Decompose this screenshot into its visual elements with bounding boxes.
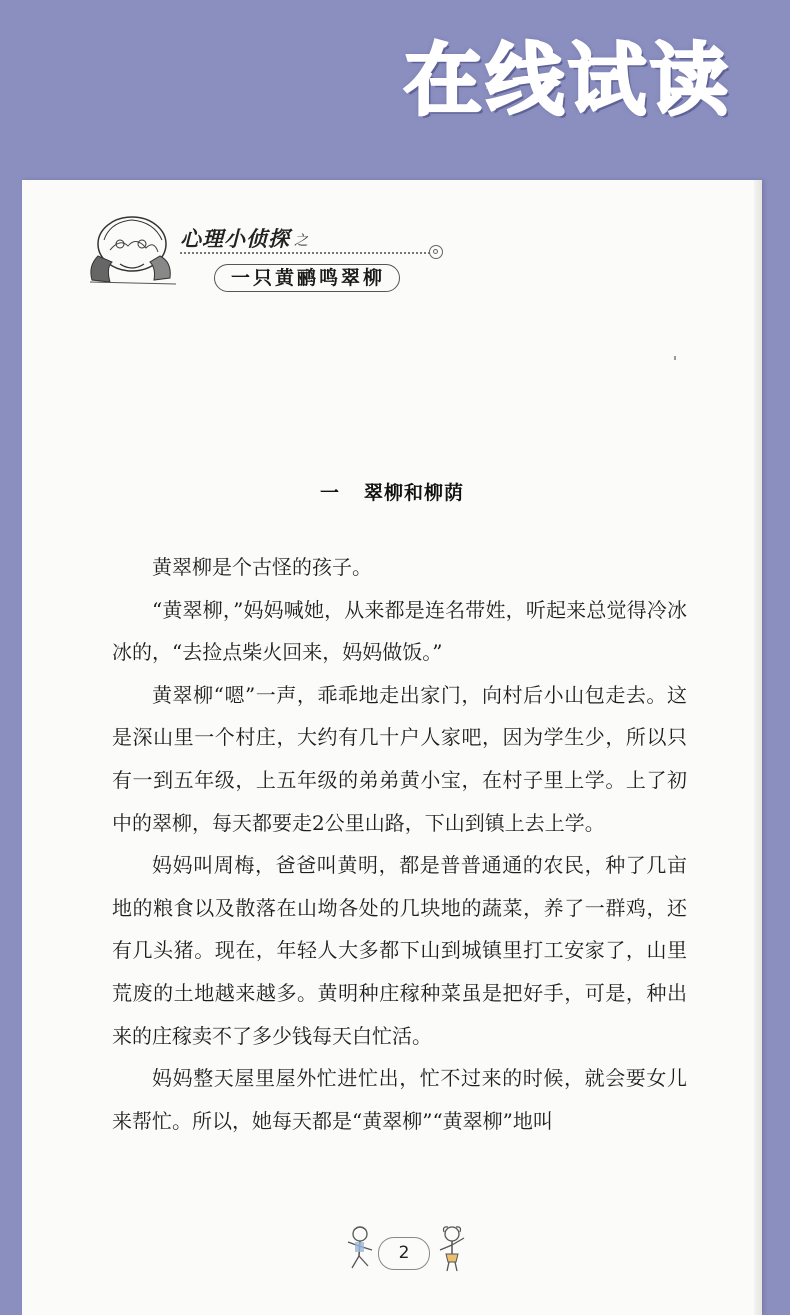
page-edge: [754, 180, 762, 1315]
detective-illustration-icon: [80, 210, 192, 292]
series-title: 心理小侦探: [180, 227, 290, 251]
paragraph: 黄翠柳“嗯”一声，乖乖地走出家门，向村后小山包走去。这是深山里一个村庄，大约有几十户人家吧，因为学生少，所以只有一到五年级，上五年级的弟弟黄小宝，在村子里上学。上了初中的翠柳，每天都要走2公里山路，下山到镇上去上学。: [112, 682, 687, 835]
paragraph: 妈妈叫周梅，爸爸叫黄明，都是普普通通的农民，种了几亩地的粮食以及散落在山坳各处的几块地的蔬菜，养了一群鸡，还有几头猪。现在，年轻人大多都下山到城镇里打工安家了，山里荒废的土地越来越多。黄明种庄稼种菜虽是把好手，可是，种出来的庄稼卖不了多少钱每天白忙活。: [112, 853, 687, 1048]
header-dotted-rule: [180, 252, 430, 254]
chapter-number: 一: [319, 482, 340, 504]
book-page: [22, 180, 762, 1315]
paragraph: 黄翠柳是个古怪的孩子。: [152, 555, 372, 579]
series-suffix: 之: [294, 233, 308, 249]
book-title: 一只黄鹂鸣翠柳: [230, 267, 385, 289]
paragraph: “黄翠柳，”妈妈喊她，从来都是连名带姓，听起来总觉得冷冰冰的，“去捡点柴火回来，妈妈做饭。”: [112, 597, 687, 665]
chapter-heading: [22, 478, 762, 505]
target-icon: [429, 245, 443, 259]
paragraph: 妈妈整天屋里屋外忙进忙出，忙不过来的时候，就会要女儿来帮忙。所以，她每天都是“黄翠柳”“黄翠柳”地叫: [112, 1066, 687, 1133]
banner: [0, 0, 790, 180]
running-kid-icon: [344, 1224, 378, 1274]
banner-title: 在线试读: [403, 36, 732, 126]
paper-speck: [674, 356, 676, 360]
page-number: 2: [378, 1237, 430, 1270]
waving-kid-icon: [434, 1224, 468, 1274]
chapter-title: 翠柳和柳荫: [364, 482, 465, 504]
chapter-body: [112, 546, 687, 1142]
